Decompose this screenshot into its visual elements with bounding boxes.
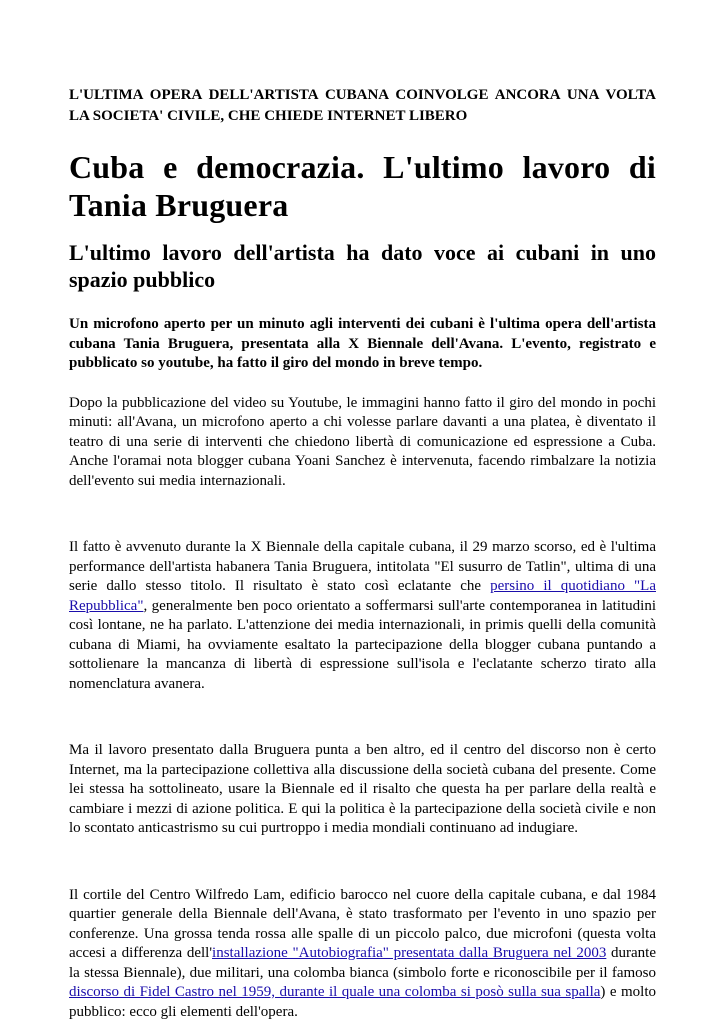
- article-kicker: L'ULTIMA OPERA DELL'ARTISTA CUBANA COINVOLGE ANCORA UNA VOLTA LA SOCIETA' CIVILE, CHE CHIEDE INTERNET LIBERO: [69, 87, 656, 124]
- paragraph-2-text-before: Il fatto è avvenuto durante la X Biennale della capitale cubana, il 29 marzo scorso, ed è l'ultima performance dell'artista habanera Tania Bruguera, intitolata "El susurro de Tatlin", ultima di una serie dallo stesso titolo. Il risultato è stato così eclatante che: [69, 539, 656, 594]
- article-subtitle: L'ultimo lavoro dell'artista ha dato voce ai cubani in uno spazio pubblico: [69, 240, 656, 292]
- paragraph-3: Ma il lavoro presentato dalla Bruguera punta a ben altro, ed il centro del discorso non è certo Internet, ma la partecipazione collettiva alla discussione della società cubana del presente. Come lei stessa ha sottolineato, usare la Biennale ed il risalto che questa ha per parlare della realtà e cambiare i mezzi di azione politica. E qui la politica è la partecipazione della società civile e non lo scontato anticastrismo su cui purtroppo i media mondiali continuano ad indugiare.: [69, 742, 656, 836]
- link-discorso-fidel-castro[interactable]: discorso di Fidel Castro nel 1959, durante il quale una colomba si posò sulla sua spalla: [69, 984, 601, 1000]
- link-autobiografia[interactable]: installazione "Autobiografia" presentata dalla Bruguera nel 2003: [212, 945, 607, 961]
- paragraph-2-text-after: , generalmente ben poco orientato a soffermarsi sull'arte contemporanea in latitudini così lontane, ne ha parlato. L'attenzione dei media internazionali, in primis quelli della comunità cubana di Miami, ha ovviamente esaltato la partecipazione della blogger cubana puntando a sottolienare la mancanza di libertà di espressione sull'isola e l'eclatante scherzo tirato alla nomenclatura avanera.: [69, 597, 656, 692]
- paragraph-1: Dopo la pubblicazione del video su Youtube, le immagini hanno fatto il giro del mondo in pochi minuti: all'Avana, un microfono aperto a chi volesse parlare davanti a una platea, è diventato il teatro di una serie di interventi che chiedono libertà di comunicazione ed espressione a Cuba. Anche l'oramai nota blogger cubana Yoani Sanchez è intervenuta, facendo rimbalzare la notizia dell'evento sui media internazionali.: [69, 394, 656, 489]
- paragraph-4-text-after: ) e molto pubblico: ecco gli elementi dell'opera.: [69, 984, 656, 1020]
- paragraph-4: [69, 886, 656, 1023]
- paragraph-2: [69, 538, 656, 694]
- link-la-repubblica[interactable]: persino il quotidiano "La Repubblica": [69, 578, 656, 614]
- article: [69, 85, 656, 1022]
- article-title: Cuba e democrazia. L'ultimo lavoro di Tania Bruguera: [69, 149, 656, 223]
- paragraph-4-text-before: Il cortile del Centro Wilfredo Lam, edificio barocco nel cuore della capitale cubana, e dal 1984 quartier generale della Biennale dell'Avana, è stato trasformato per l'evento in uno spazio per conferenze. Una grossa tenda rossa alle spalle di un piccolo palco, due microfoni (questa volta accesi a differenza dell': [69, 886, 656, 961]
- paragraph-4-text-middle: durante la stessa Biennale), due militari, una colomba bianca (simbolo forte e riconoscibile per il famoso: [69, 945, 656, 981]
- article-lead: Un microfono aperto per un minuto agli interventi dei cubani è l'ultima opera dell'artista cubana Tania Bruguera, presentata alla X Biennale dell'Avana. L'evento, registrato e pubblicato so youtube, ha fatto il giro del mondo in breve tempo.: [69, 316, 656, 371]
